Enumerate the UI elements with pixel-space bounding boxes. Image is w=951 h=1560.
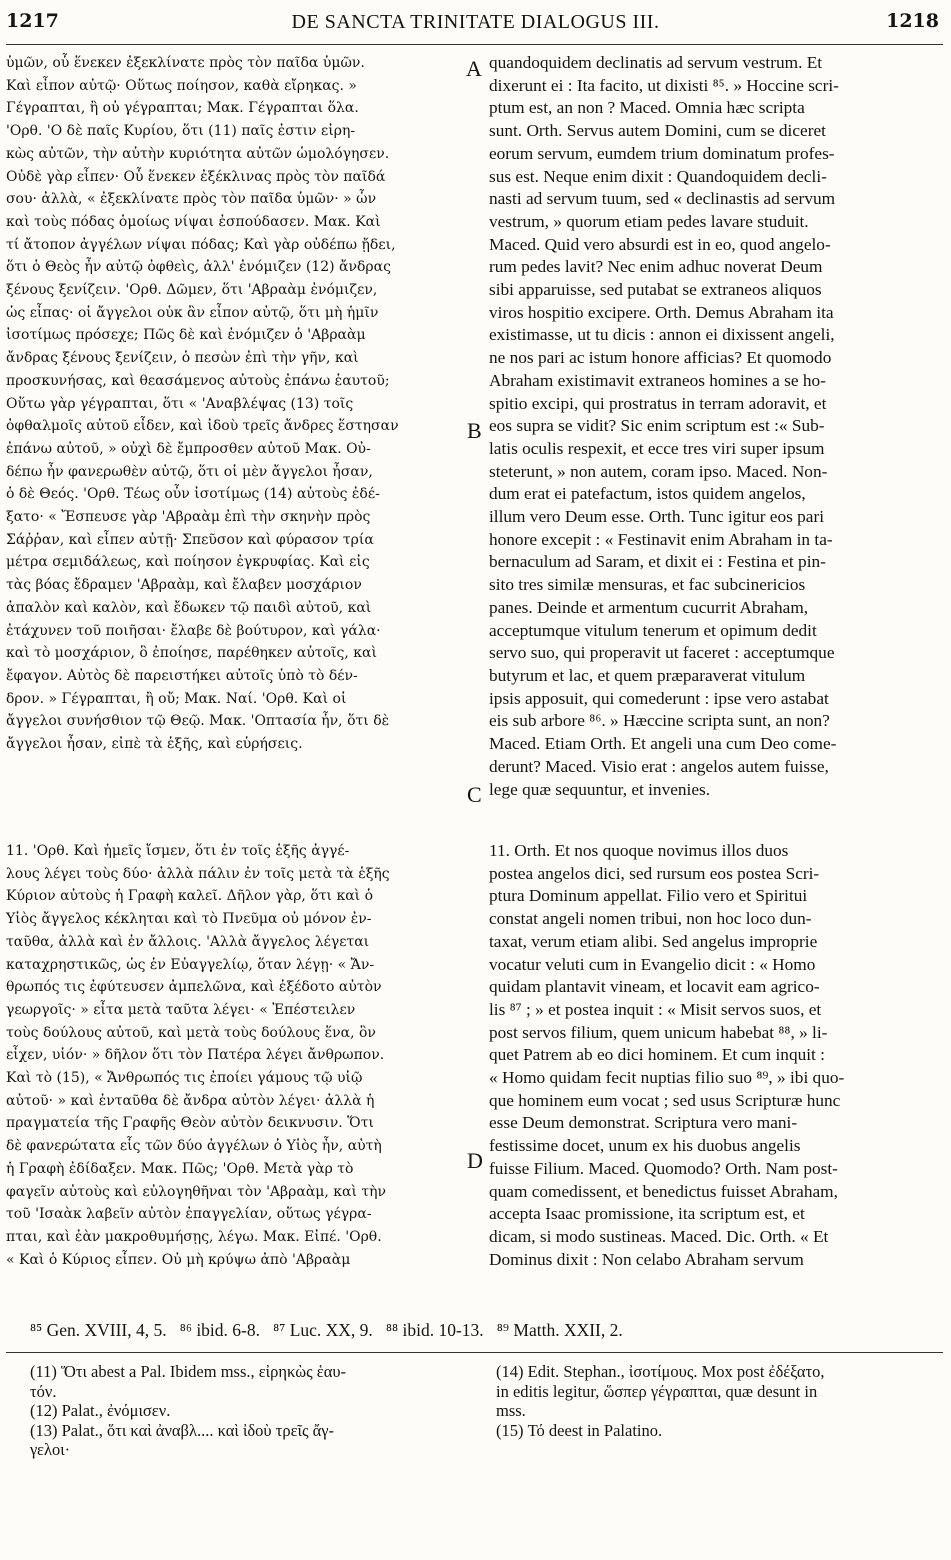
notes-rule xyxy=(6,1352,943,1353)
notes-right: (14) Edit. Stephan., ἰσοτίμους. Mox post ἐδέξατο, in editis legitur, ὥσπερ γέγραπται, quæ desunt in mss. (15) Τό deest in Palatino. xyxy=(496,1362,825,1440)
page-number-right: 1218 xyxy=(886,10,939,32)
margin-marker-c: C xyxy=(467,782,482,807)
latin-column-part-2: 11. Orth. Et nos quoque novimus illos duos postea angelos dici, sed rursum eos postea Scri- ptura Dominum appellat. Filio vero et Spiritui constat angeli nomen tribui, non hoc loco dun- taxat, verum etiam alibi. Sed angelus improprie vocatur veluti cum in Evangelio dicit : « Homo quidam plantavit vineam, et locavit eam agrico- lis ⁸⁷ ; » et postea inquit : « Misit servos suos, et post servos filium, quem unicum habebat ⁸⁸, » li- quet Patrem ab eo dici hominem. Et cum inquit : « Homo quidam fecit nuptias filio suo ⁸⁹, » ibi quo- que hominem eum vocat ; sed usus Scripturæ hunc esse Deum demonstrat. Scriptura vero mani- festissime docet, unum ex his duobus angelis fuisse Filium. Maced. Quomodo? Orth. Nam post- quam comedissent, et benedictus fuisset Abraham, accepta Isaac promissione, ita scriptum est, et dicam, si modo sustineas. Maced. Dic. Orth. « Et Dominus dixit : Non celabo Abraham servum xyxy=(489,841,845,1269)
latin-column-part-1: quandoquidem declinatis ad servum vestrum. Et dixerunt ei : Ita facito, ut dixisti ⁸⁵. » Hoccine scri- ptum est, an non ? Maced. Omnia hæc scripta sunt. Orth. Servus autem Domini, cum se diceret eorum servum, eumdem trium dominatum profes- sus est. Neque enim dixit : Quandoquidem decli- nasti ad servum tuum, sed « declinastis ad servum vestrum, » quorum etiam pedes lavare studuit. Maced. Quid vero absurdi est in eo, quod angelo- rum pedes lavit? Nec enim adhuc noverat Deum sibi apparuisse, sed putabat se extraneos aliquos viros hospitio excipere. Orth. Demus Abraham ita existimasse, ut tu dicis : annon ei dixissent angeli, ne nos pari ac istum honore afficias? Et quomodo Abraham existimavit extraneos homines a se ho- spitio excipi, qui prostratus in terram adoravit, et eos supra se vidit? Sic enim scriptum est :« Sub- latis oculis respexit, et ecce tres viri super ipsum steterunt, » non autem, coram ipso. Maced. Non- dum erat ei patefactum, istos quidem angelos, illum vero Deum esse. Orth. Tunc igitur eos pari honore excepit : « Festinavit enim Abraham in ta- bernaculum ad Saram, et dixit ei : Festina et pin- sito tres similæ mensuras, et fac subcinericios panes. Deinde et armentum cucurrit Abraham, acceptumque vitulum tenerum et opimum dedit servo suo, qui properavit ut faceret : acceptumque butyrum et lac, et quem præparaverat vitulum ipsis apposuit, qui comederunt : ipse vero astabat eis sub arbore ⁸⁶. » Hæccine scripta sunt, an non? Maced. Etiam Orth. Et angeli una cum Deo come- derunt? Maced. Visio erat : angelos autem fuisse, lege quæ sequuntur, et invenies. xyxy=(489,53,839,799)
margin-marker-d: D xyxy=(467,1148,483,1173)
running-title: DE SANCTA TRINITATE DIALOGUS III. xyxy=(291,11,660,33)
header-rule xyxy=(6,44,943,45)
greek-column-part-2: 11. 'Ορθ. Καὶ ἡμεῖς ἴσμεν, ὅτι ἐν τοῖς ἑξῆς ἀγγέ- λους λέγει τοὺς δύο· ἀλλὰ πάλιν ἐν τοῖς μετὰ τὰ ἑξῆς Κύριον αὐτοὺς ἡ Γραφὴ καλεῖ. Δῆλον γὰρ, ὅτι καὶ ὁ Υἱὸς ἄγγελος κέκληται καὶ τὸ Πνεῦμα οὐ μόνον ἐν- ταῦθα, ἀλλὰ καὶ ἐν ἄλλοις. 'Αλλὰ ἄγγελος λέγεται καταχρηστικῶς, ὡς ἐν Εὐαγγελίῳ, ὅταν λέγῃ· « Ἄν- θρωπός τις ἐφύτευσεν ἀμπελῶνα, καὶ ἐξέδοτο αὐτὸν γεωργοῖς· » εἶτα μετὰ ταῦτα λέγει· « Ἐπέστειλεν τοὺς δούλους αὐτοῦ, καὶ μετὰ τοὺς δούλους ἕνα, ὃν εἶχεν, υἱόν· » δῆλον ὅτι τὸν Πατέρα λέγει ἄνθρωπον. Καὶ τὸ (15), « Ἄνθρωπός τις ἐποίει γάμους τῷ υἱῷ αὐτοῦ· » καὶ ἐνταῦθα δὲ ἄνδρα αὐτὸν λέγει· ἀλλὰ ἡ πραγματεία τῆς Γραφῆς Θεὸν αὐτὸν δεικνυσιν. Ὅτι δὲ φανερώτατα εἷς τῶν δύο ἀγγέλων ὁ Υἱὸς ἦν, αὐτὴ ἡ Γραφὴ ἐδίδαξεν. Μακ. Πῶς; 'Ορθ. Μετὰ γὰρ τὸ φαγεῖν αὐτοὺς καὶ εὐλογηθῆναι τὸν 'Αβραὰμ, καὶ τὴν τοῦ 'Ισαὰκ λαβεῖν αὐτὸν ἐπαγγελίαν, οὕτως γέγρα- πται, καὶ ἐὰν μακροθυμήσῃς, λέγω. Μακ. Εἰπέ. 'Ορθ. « Καὶ ὁ Κύριος εἶπεν. Οὐ μὴ κρύψω ἀπὸ 'Αβραὰμ xyxy=(6,843,390,1268)
page-number-left: 1217 xyxy=(6,10,59,32)
scripture-references: ⁸⁵ Gen. XVIII, 4, 5. ⁸⁶ ibid. 6-8. ⁸⁷ Luc. XX, 9. ⁸⁸ ibid. 10-13. ⁸⁹ Matth. XXII, 2. xyxy=(30,1320,623,1340)
notes-left: (11) Ὅτι abest a Pal. Ibidem mss., εἰρηκὼς ἑαυ- τόν. (12) Palat., ἐνόμισεν. (13) Palat., ὅτι καὶ ἀναβλ.... καὶ ἰδοὺ τρεῖς ἄγ- γελοι· xyxy=(30,1362,347,1459)
greek-column-part-1: ὑμῶν, οὗ ἕνεκεν ἐξεκλίνατε πρὸς τὸν παῖδα ὑμῶν. Καὶ εἶπον αὐτῷ· Οὕτως ποίησον, καθὰ εἴρηκας. » Γέγραπται, ἢ οὐ γέγραπται; Μακ. Γέγραπται ὅλα. 'Ορθ. 'Ο δὲ παῖς Κυρίου, ὅτι (11) παῖς ἐστιν εἰρη- κὼς αὐτῶν, τὴν αὐτὴν κυριότητα αὐτῶν ὡμολόγησεν. Οὐδὲ γὰρ εἶπεν· Οὗ ἕνεκεν ἐξέκλινας πρὸς τὸν παῖδά σου· ἀλλὰ, « ἐξεκλίνατε πρὸς τὸν παῖδα ὑμῶν· » ὧν καὶ τοὺς πόδας ὁμοίως νίψαι ἐσπούδασεν. Μακ. Καὶ τί ἄτοπον ἀγγέλων νίψαι πόδας; Καὶ γὰρ οὐδέπω ᾔδει, ὅτι ὁ Θεὸς ἦν αὐτῷ ὀφθεὶς, ἀλλ' ἐνόμιζεν (12) ἄνδρας ξένους ξενίζειν. 'Ορθ. Δῶμεν, ὅτι 'Αβραὰμ ἐνόμιζεν, ὡς εἶπας· οἱ ἄγγελοι οὐκ ἂν εἶπον αὐτῷ, ὅτι μὴ ἡμῖν ἰσοτίμως πρόσεχε; Πῶς δὲ καὶ ἐνόμιζεν ὁ 'Αβραὰμ ἄνδρας ξένους ξενίζειν, ὁ πεσὼν ἐπὶ τὴν γῆν, καὶ προσκυνήσας, καὶ θεασάμενος αὐτοὺς ἐπάνω ἑαυτοῦ; Οὕτω γὰρ γέγραπται, ὅτι « 'Αναβλέψας (13) τοῖς ὀφθαλμοῖς αὐτοῦ εἶδεν, καὶ ἰδοὺ τρεῖς ἄνδρες ἕστησαν ἐπάνω αὐτοῦ, » οὐχὶ δὲ ἔμπροσθεν αὐτοῦ Μακ. Οὐ- δέπω ἦν φανερωθὲν αὐτῷ, ὅτι οἱ μὲν ἄγγελοι ἦσαν, ὁ δὲ Θεός. 'Ορθ. Τέως οὖν ἰσοτίμως (14) αὐτοὺς ἐδέ- ξατο· « Ἔσπευσε γὰρ 'Αβραὰμ ἐπὶ τὴν σκηνὴν πρὸς Σάῤῥαν, καὶ εἶπεν αὐτῇ· Σπεῦσον καὶ φύρασον τρία μέτρα σεμιδάλεως, καὶ ποίησον ἐγκρυφίας. Καὶ εἰς τὰς βόας ἔδραμεν 'Αβραὰμ, καὶ ἔλαβεν μοσχάριον ἁπαλὸν καὶ καλὸν, καὶ ἔδωκεν τῷ παιδὶ αὐτοῦ, καὶ ἐτάχυνεν τοῦ ποιῆσαι· ἔλαβε δὲ βούτυρον, καὶ γάλα· καὶ τὸ μοσχάριον, ὃ ἐποίησε, παρέθηκεν αὐτοῖς, καὶ ἔφαγον. Αὐτὸς δὲ παρειστήκει αὐτοῖς ὑπὸ τὸ δέν- δρον. » Γέγραπται, ἢ οὔ; Μακ. Ναί. 'Ορθ. Καὶ οἱ ἄγγελοι συνήσθιον τῷ Θεῷ. Μακ. 'Οπτασία ἦν, ὅτι δὲ ἄγγελοι ἦσαν, εἰπὲ τὰ ἑξῆς, καὶ εὑρήσεις. xyxy=(6,55,399,753)
margin-marker-b: B xyxy=(467,418,482,443)
running-header xyxy=(0,10,951,44)
margin-marker-a: A xyxy=(466,56,482,81)
